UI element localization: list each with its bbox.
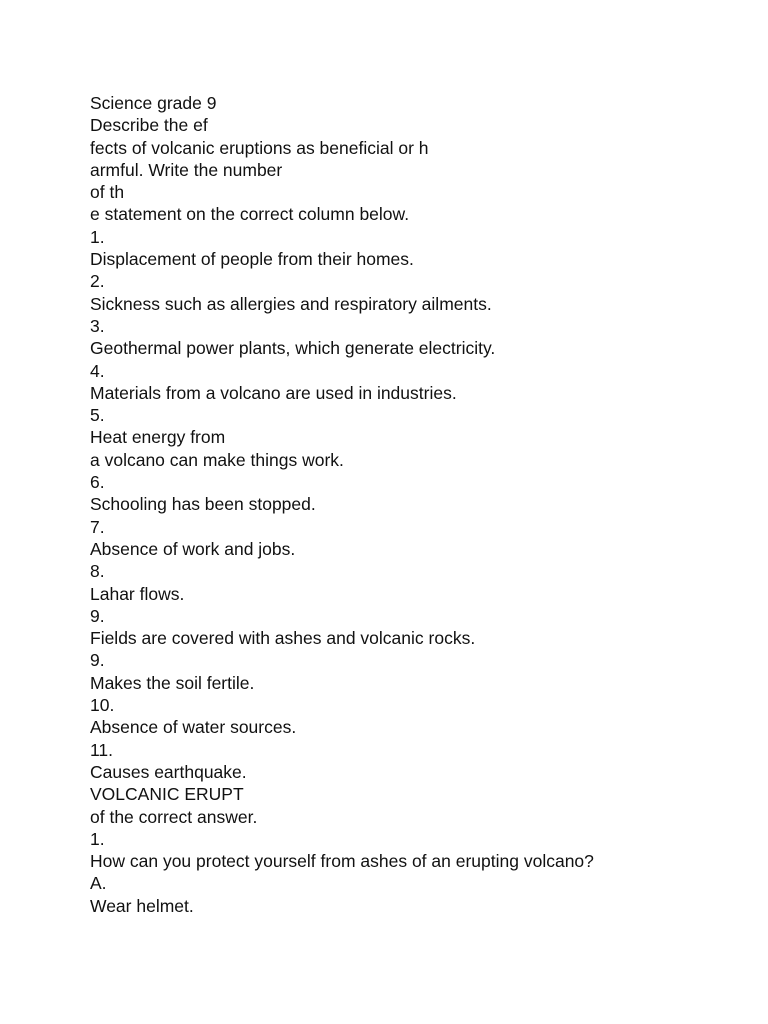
text-line-instruction: of th xyxy=(90,182,125,203)
document-text-body xyxy=(90,92,730,917)
item-number: 11. xyxy=(90,739,114,760)
item-number: 5. xyxy=(90,405,105,426)
item-number: 4. xyxy=(90,360,105,381)
item-statement: Geothermal power plants, which generate electricity. xyxy=(90,338,496,359)
item-statement: Schooling has been stopped. xyxy=(90,494,316,515)
item-statement: Absence of work and jobs. xyxy=(90,538,296,559)
section-instruction: of the correct answer. xyxy=(90,806,258,827)
text-line-instruction: Describe the ef xyxy=(90,115,208,136)
item-statement: Displacement of people from their homes. xyxy=(90,249,414,270)
item-number: 10. xyxy=(90,695,115,716)
text-line-heading-subject: Science grade 9 xyxy=(90,93,217,113)
item-statement: Absence of water sources. xyxy=(90,717,297,738)
item-number: 7. xyxy=(90,516,105,537)
item-number: 2. xyxy=(90,271,105,292)
answer-option-text: Wear helmet. xyxy=(90,895,194,916)
item-number: 9. xyxy=(90,650,105,671)
text-line-instruction: armful. Write the number xyxy=(90,159,283,180)
item-statement: Lahar flows. xyxy=(90,583,185,604)
section-heading: VOLCANIC ERUPT xyxy=(90,784,244,805)
item-statement: Makes the soil fertile. xyxy=(90,672,255,693)
item-statement: Heat energy from xyxy=(90,427,226,448)
item-statement: a volcano can make things work. xyxy=(90,449,344,470)
question-number: 1. xyxy=(90,828,105,849)
item-statement: Materials from a volcano are used in industries. xyxy=(90,382,457,403)
item-statement: Sickness such as allergies and respiratory ailments. xyxy=(90,293,492,314)
item-number: 6. xyxy=(90,472,105,493)
item-number: 8. xyxy=(90,561,105,582)
answer-option-letter: A. xyxy=(90,873,107,894)
text-line-instruction: e statement on the correct column below. xyxy=(90,204,410,225)
question-text: How can you protect yourself from ashes of an erupting volcano? xyxy=(90,851,594,872)
item-statement: Causes earthquake. xyxy=(90,761,247,782)
text-line-instruction: fects of volcanic eruptions as beneficial or h xyxy=(90,137,429,158)
item-number: 9. xyxy=(90,605,105,626)
item-number: 1. xyxy=(90,226,105,247)
item-statement: Fields are covered with ashes and volcanic rocks. xyxy=(90,628,476,649)
item-number: 3. xyxy=(90,315,105,336)
